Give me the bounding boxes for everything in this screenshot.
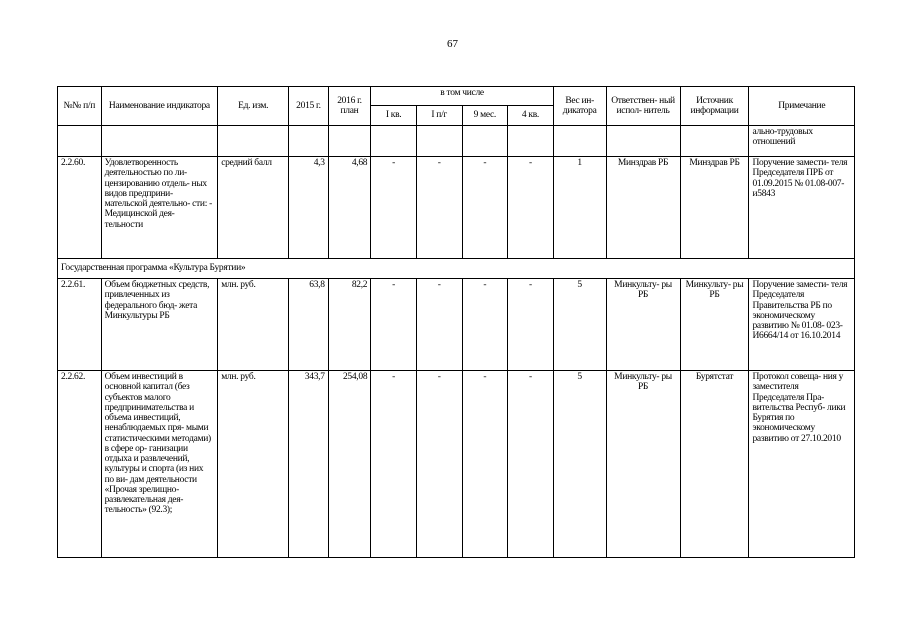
cell-name: Объем бюджетных средств, привлеченных из федерального бюд- жета Минкультуры РБ (101, 279, 218, 371)
cell-2016: 82,2 (328, 279, 371, 371)
cell-weight: 5 (553, 279, 606, 371)
continuation-row (58, 126, 855, 157)
header-responsible: Ответствен- ный испол- нитель (606, 87, 680, 126)
header-9m: 9 мес. (462, 106, 508, 126)
header-2016-plan: 2016 г. план (328, 87, 371, 126)
table-row (58, 279, 855, 371)
cell-weight: 5 (553, 371, 606, 558)
cell-note: ально-трудовых отношений (749, 126, 855, 157)
cell-q4: - (508, 157, 554, 259)
header-q4: 4 кв. (508, 106, 554, 126)
cell-source: Бурятстат (680, 371, 749, 558)
header-source: Источник информации (680, 87, 749, 126)
cell-num: 2.2.60. (58, 157, 102, 259)
table-row (58, 371, 855, 558)
cell-unit: млн. руб. (218, 371, 289, 558)
cell-2015: 63,8 (289, 279, 329, 371)
header-h1: I п/г (416, 106, 462, 126)
cell-note: Поручение замести- теля Председателя ПРБ от 01.09.2015 № 01.08-007-и5843 (749, 157, 855, 259)
cell-9m: - (462, 157, 508, 259)
cell-2016: 4,68 (328, 157, 371, 259)
cell-q4: - (508, 279, 554, 371)
cell-h1: - (416, 157, 462, 259)
cell-2015: 4,3 (289, 157, 329, 259)
cell-9m: - (462, 279, 508, 371)
cell-q4: - (508, 371, 554, 558)
header-name: Наименование индикатора (101, 87, 218, 126)
cell-name: Объем инвестиций в основной капитал (без субъектов малого предпринимательства и объема инвестиций, ненаблюдаемых пря- мыми статистическими методами) в сфере ор- ганизации отдыха и развлечений, культуры и спорта (из них по ви- дам деятельности «Прочая зрелищно- развлекательная дея- тельность» (92.3); (101, 371, 218, 558)
cell-num: 2.2.62. (58, 371, 102, 558)
cell-q1: - (371, 279, 417, 371)
cell-source: Минздрав РБ (680, 157, 749, 259)
section-title: Государственная программа «Культура Бурятии» (58, 259, 855, 279)
cell-unit: средний балл (218, 157, 289, 259)
cell-weight: 1 (553, 157, 606, 259)
cell-responsible: Минздрав РБ (606, 157, 680, 259)
indicator-table (57, 86, 855, 558)
cell-source: Минкульту- ры РБ (680, 279, 749, 371)
header-q1: I кв. (371, 106, 417, 126)
cell-name: Удовлетворенность деятельностью по ли- цензированию отдель- ных видов предприни- мательской деятельно- сти: - Медицинской дея- тельности (101, 157, 218, 259)
header-unit: Ед. изм. (218, 87, 289, 126)
cell-2015: 343,7 (289, 371, 329, 558)
table-row (58, 157, 855, 259)
cell-q1: - (371, 157, 417, 259)
cell-note: Поручение замести- теля Председателя Правительства РБ по экономическому развитию № 01.08- 023-И6664/14 от 16.10.2014 (749, 279, 855, 371)
page-number: 67 (447, 38, 458, 50)
cell-responsible: Минкульту- ры РБ (606, 371, 680, 558)
cell-h1: - (416, 279, 462, 371)
header-note: Примечание (749, 87, 855, 126)
header-num: №№ п/п (58, 87, 102, 126)
section-row (58, 259, 855, 279)
cell-num: 2.2.61. (58, 279, 102, 371)
header-including: в том числе (371, 87, 554, 106)
cell-responsible: Минкульту- ры РБ (606, 279, 680, 371)
header-weight: Вес ин- дикатора (553, 87, 606, 126)
header-2015: 2015 г. (289, 87, 329, 126)
cell-h1: - (416, 371, 462, 558)
cell-2016: 254,08 (328, 371, 371, 558)
cell-q1: - (371, 371, 417, 558)
cell-9m: - (462, 371, 508, 558)
cell-note: Протокол совеща- ния у заместителя Председателя Пра- вительства Респуб- лики Бурятия по экономическому развитию от 27.10.2010 (749, 371, 855, 558)
cell-unit: млн. руб. (218, 279, 289, 371)
